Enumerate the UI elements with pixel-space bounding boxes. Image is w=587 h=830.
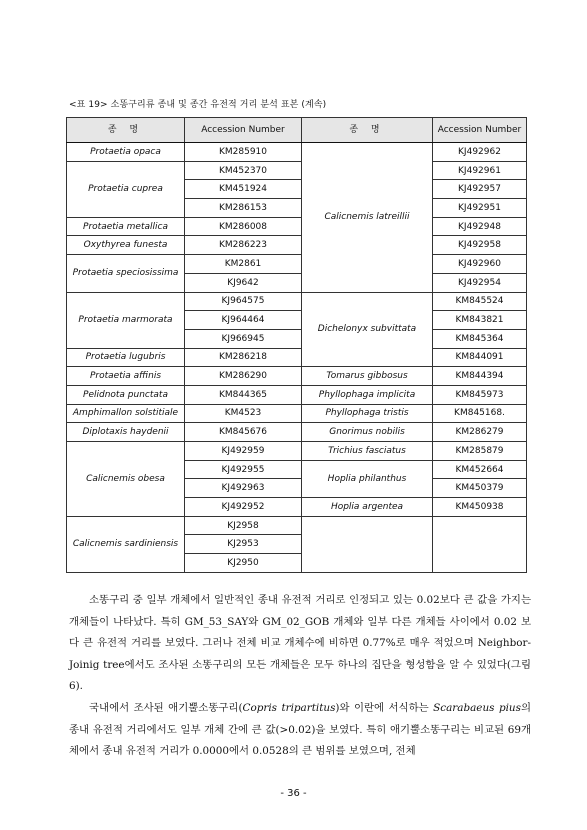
p2-species-copris: Copris tripartitus (242, 701, 336, 714)
table-row (67, 143, 527, 162)
accession-cell: KM286223 (185, 236, 302, 255)
accession-cell-right: KJ492957 (433, 180, 527, 199)
table-row (67, 367, 527, 386)
accession-cell: KM844365 (185, 385, 302, 404)
accession-cell-right: KM286279 (433, 423, 527, 442)
table-row (67, 385, 527, 404)
species-cell: Pelidnota punctata (67, 385, 185, 404)
specimen-table (66, 117, 527, 573)
species-cell: Diplotaxis haydenii (67, 423, 185, 442)
table-row (67, 404, 527, 423)
table-body (67, 143, 527, 573)
accession-cell-right: KM843821 (433, 311, 527, 330)
species-cell: Calicnemis obesa (67, 442, 185, 517)
p2-text-a: 국내에서 조사된 애기뿔소똥구리( (89, 701, 243, 714)
accession-cell: KM286218 (185, 348, 302, 367)
table-row (67, 255, 527, 274)
species-cell-right: Trichius fasciatus (302, 442, 433, 461)
accession-cell: KJ966945 (185, 329, 302, 348)
accession-cell-right: KM285879 (433, 442, 527, 461)
paragraph-1: 소똥구리 중 일부 개체에서 일반적인 종내 유전적 거리로 인정되고 있는 0.02보다 큰 값을 가지는 개체들이 나타났다. 특히 GM_53_SAY와 GM_02_GOB 개체와 일부 다른 개체들 사이에서 0.02 보다 큰 유전적 거리를 보였다. 그러나 전체 비교 개체수에 비하면 0.77%로 매우 적었으며 Neighbor-Joinig tree에서도 조사된 소똥구리의 모든 개체들은 모두 하나의 집단을 형성함을 알 수 있었다(그림 6). (69, 594, 531, 693)
header-accession: Accession Number (185, 118, 302, 143)
species-cell: Protaetia marmorata (67, 292, 185, 348)
species-cell: Protaetia cuprea (67, 161, 185, 217)
species-cell: Protaetia lugubris (67, 348, 185, 367)
species-cell-right: Hoplia argentea (302, 498, 433, 517)
accession-cell: KJ964575 (185, 292, 302, 311)
accession-cell: KJ964464 (185, 311, 302, 330)
species-cell: Protaetia affinis (67, 367, 185, 386)
accession-cell-right: KM452664 (433, 460, 527, 479)
accession-cell-right: KJ492961 (433, 161, 527, 180)
page-number: - 36 - (280, 788, 307, 799)
accession-cell-right: KM845168. (433, 404, 527, 423)
accession-cell-right: KM845364 (433, 329, 527, 348)
species-cell: Protaetia opaca (67, 143, 185, 162)
table-row (67, 348, 527, 367)
table-row (67, 236, 527, 255)
table-row (67, 217, 527, 236)
species-cell-right: Calicnemis latreillii (302, 143, 433, 293)
accession-cell-right: KJ492951 (433, 199, 527, 218)
accession-cell: KM845676 (185, 423, 302, 442)
accession-cell-right: KJ492954 (433, 273, 527, 292)
accession-cell-right: KM844394 (433, 367, 527, 386)
accession-cell: KM452370 (185, 161, 302, 180)
species-cell-right: Phyllophaga implicita (302, 385, 433, 404)
accession-cell: KM286008 (185, 217, 302, 236)
accession-cell: KJ492952 (185, 498, 302, 517)
accession-cell: KJ9642 (185, 273, 302, 292)
species-cell: Oxythyrea funesta (67, 236, 185, 255)
species-cell: Protaetia metallica (67, 217, 185, 236)
p2-text-e: 의 종내 유전적 거리에서도 일부 개체 간에 큰 값(>0.02)을 보였다. 특히 애기뿔소똥구리는 비교된 69개체에서 종내 유전적 거리가 0.0000에서 0.0528의 큰 범위를 보였으며, 전체 (69, 701, 531, 758)
accession-cell-right: KM844091 (433, 348, 527, 367)
accession-cell-right: KM450938 (433, 498, 527, 517)
accession-cell-right: KM450379 (433, 479, 527, 498)
header-species-2: 종 명 (302, 118, 433, 143)
accession-cell: KJ2953 (185, 535, 302, 554)
accession-cell-right: KJ492962 (433, 143, 527, 162)
species-cell-right: Hoplia philanthus (302, 460, 433, 497)
accession-cell-right: KJ492958 (433, 236, 527, 255)
accession-cell: KM4523 (185, 404, 302, 423)
empty-cell (433, 516, 527, 572)
table-row (67, 516, 527, 535)
table-row (67, 161, 527, 180)
header-species: 종 명 (67, 118, 185, 143)
accession-cell-right: KJ492948 (433, 217, 527, 236)
accession-cell: KM285910 (185, 143, 302, 162)
header-accession-2: Accession Number (433, 118, 527, 143)
species-cell-right: Gnorimus nobilis (302, 423, 433, 442)
header-row (67, 118, 527, 143)
paragraph-2 (69, 698, 531, 763)
accession-cell: KJ492959 (185, 442, 302, 461)
table-caption: <표 19> 소똥구리류 종내 및 종간 유전적 거리 분석 표본 (계속) (69, 100, 327, 110)
body-text (69, 590, 531, 763)
table-row (67, 442, 527, 461)
empty-cell (302, 516, 433, 572)
species-cell: Calicnemis sardiniensis (67, 516, 185, 572)
p2-text-c: )와 이란에 서식하는 (335, 701, 434, 714)
accession-cell: KM2861 (185, 255, 302, 274)
species-cell-right: Dichelonyx subvittata (302, 292, 433, 367)
accession-cell: KJ2950 (185, 554, 302, 573)
species-cell: Amphimallon solstitiale (67, 404, 185, 423)
accession-cell-right: KJ492960 (433, 255, 527, 274)
accession-cell: KJ492963 (185, 479, 302, 498)
p2-species-scarabaeus: Scarabaeus pius (433, 701, 521, 714)
accession-cell: KM286290 (185, 367, 302, 386)
accession-cell: KM286153 (185, 199, 302, 218)
table-row (67, 423, 527, 442)
accession-cell: KJ2958 (185, 516, 302, 535)
accession-cell-right: KM845973 (433, 385, 527, 404)
species-cell-right: Phyllophaga tristis (302, 404, 433, 423)
accession-cell: KM451924 (185, 180, 302, 199)
species-cell: Protaetia speciosissima (67, 255, 185, 292)
species-cell-right: Tomarus gibbosus (302, 367, 433, 386)
table-row (67, 292, 527, 311)
accession-cell: KJ492955 (185, 460, 302, 479)
accession-cell-right: KM845524 (433, 292, 527, 311)
